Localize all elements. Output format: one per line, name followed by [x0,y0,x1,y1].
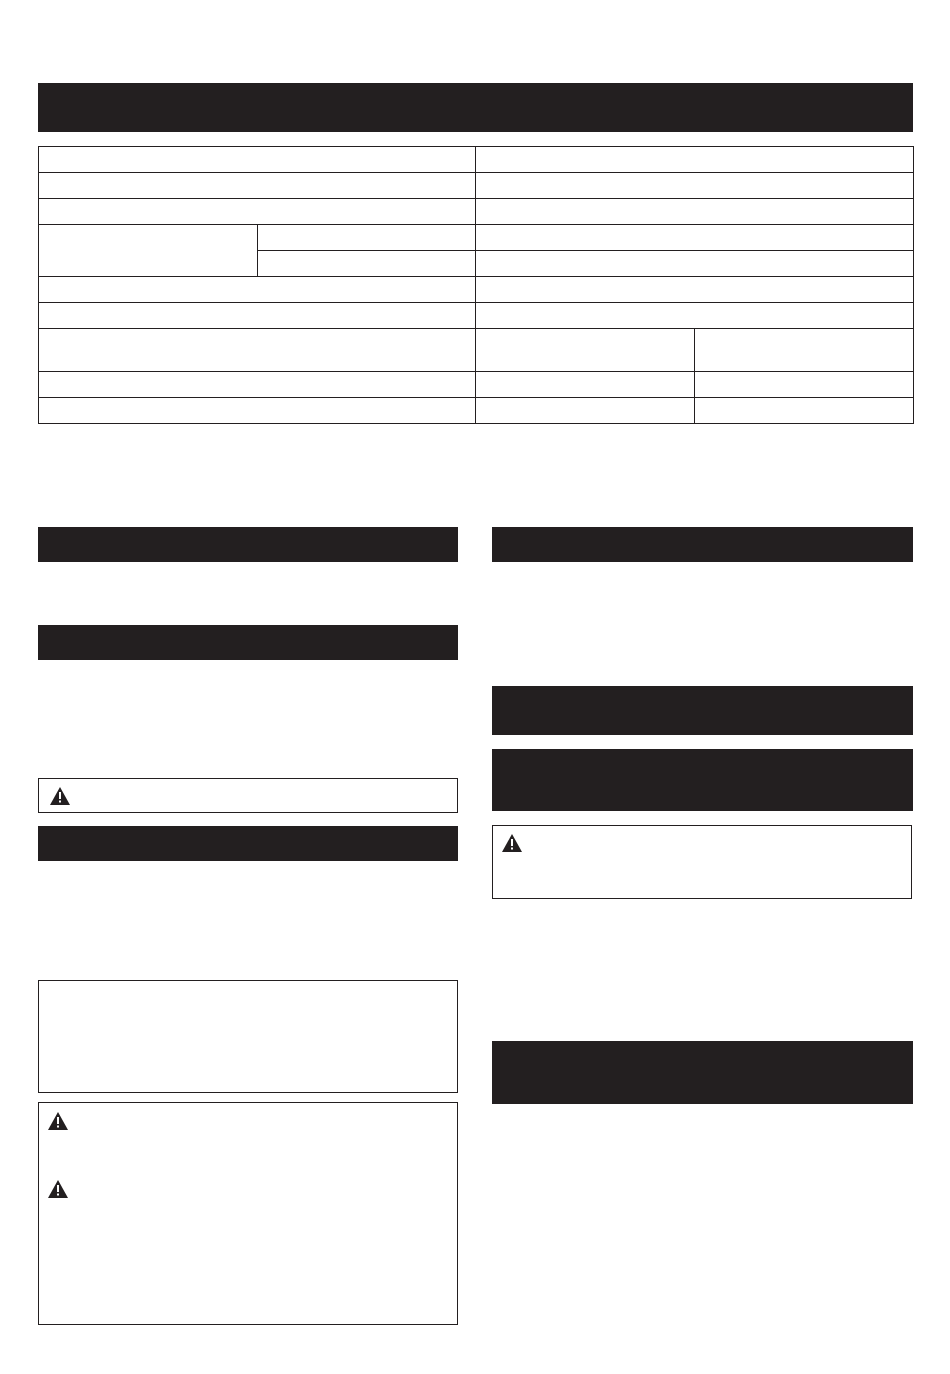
table-cell [695,372,914,398]
warning-box [38,778,458,813]
table-cell [39,277,476,303]
table-cell [476,398,695,424]
specifications-table [38,146,914,424]
warning-triangle-icon [47,1179,69,1199]
table-row [39,329,914,372]
table-cell [476,147,914,173]
spec-title-bar [38,83,913,132]
table-cell [476,225,914,251]
section-heading-bar [492,749,913,811]
table-cell [476,277,914,303]
table-row [39,398,914,424]
table-cell [476,251,914,277]
table-row [39,147,914,173]
table-cell [258,251,476,277]
table-cell [39,398,476,424]
table-cell [39,303,476,329]
table-cell [695,329,914,372]
section-heading-bar [38,625,458,660]
table-cell [476,199,914,225]
table-cell [39,147,476,173]
section-heading-bar [492,527,913,562]
table-cell [476,329,695,372]
table-cell [695,398,914,424]
note-box [38,980,458,1093]
table-cell [476,372,695,398]
table-cell [39,225,258,277]
section-heading-bar [38,527,458,562]
table-cell [258,225,476,251]
warning-box [38,1102,458,1325]
warning-triangle-icon [49,786,71,806]
table-row [39,173,914,199]
table-cell [39,199,476,225]
section-heading-bar [492,686,913,735]
table-row [39,199,914,225]
section-heading-bar [492,1041,913,1104]
section-heading-bar [38,826,458,861]
table-row [39,225,914,251]
table-cell [39,173,476,199]
warning-triangle-icon [47,1111,69,1131]
warning-box [492,825,912,899]
warning-triangle-icon [501,833,523,853]
table-row [39,303,914,329]
table-cell [39,372,476,398]
table-row [39,372,914,398]
table-row [39,277,914,303]
table-cell [39,329,476,372]
table-cell [476,303,914,329]
table-cell [476,173,914,199]
